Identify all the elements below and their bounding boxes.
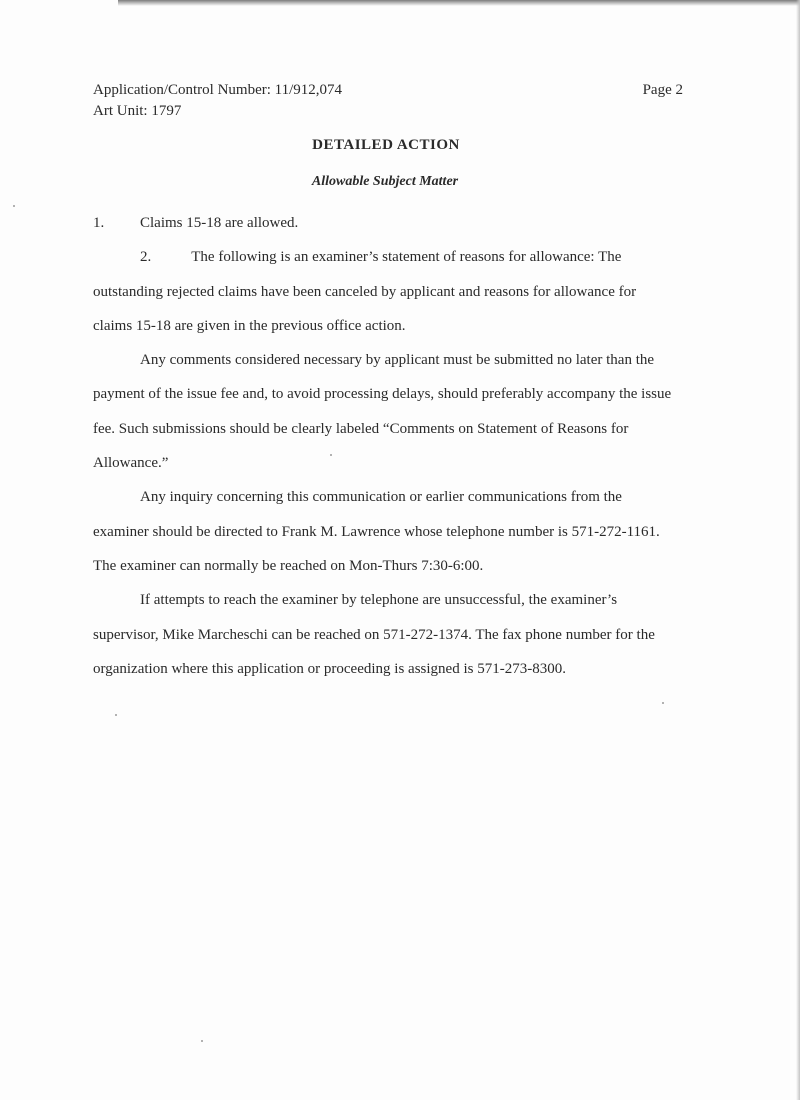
scan-shadow-top <box>118 0 800 6</box>
section-subtitle: Allowable Subject Matter <box>311 174 459 189</box>
art-unit: Art Unit: 1797 <box>93 103 182 119</box>
section-title: DETAILED ACTION <box>312 137 460 153</box>
paragraph: Any comments considered necessary by applicant must be submitted no later than the payment of the issue fee and, to avoid processing delays, should preferably accompany the issue fee. Such submissions should be clearly labeled “Comments on Statement of Reasons for Allowance.” <box>93 352 672 472</box>
item-text: The following is an examiner’s statement of reasons for allowance: The outstanding rejected claims have been canceled by applicant and reasons for allowance for claims 15-18 are given in the previous office action. <box>93 249 637 334</box>
document-header <box>93 80 683 122</box>
page-number: Page 2 <box>642 82 683 98</box>
scan-speck <box>330 454 332 456</box>
application-number: Application/Control Number: 11/912,074 <box>93 82 343 98</box>
item-number: 2. <box>140 249 152 266</box>
scan-speck <box>201 1040 203 1042</box>
paragraph: Any inquiry concerning this communication or earlier communications from the examiner should be directed to Frank M. Lawrence whose telephone number is 571-272-1161. The examiner can normally be reached on Mon-Thurs 7:30-6:00. <box>93 489 660 574</box>
scan-speck <box>115 714 117 716</box>
scan-speck <box>662 702 664 704</box>
item-text: Claims 15-18 are allowed. <box>140 215 299 231</box>
scan-shadow-right <box>796 0 800 1100</box>
paragraph: If attempts to reach the examiner by telephone are unsuccessful, the examiner’s supervisor, Mike Marcheschi can be reached on 571-272-1374. The fax phone number for the organization where this application or proceeding is assigned is 571-273-8300. <box>93 592 655 677</box>
item-number: 1. <box>93 215 105 231</box>
numbered-item <box>93 240 673 343</box>
document-body <box>93 206 673 686</box>
numbered-item <box>93 206 673 240</box>
scan-speck <box>13 205 15 207</box>
